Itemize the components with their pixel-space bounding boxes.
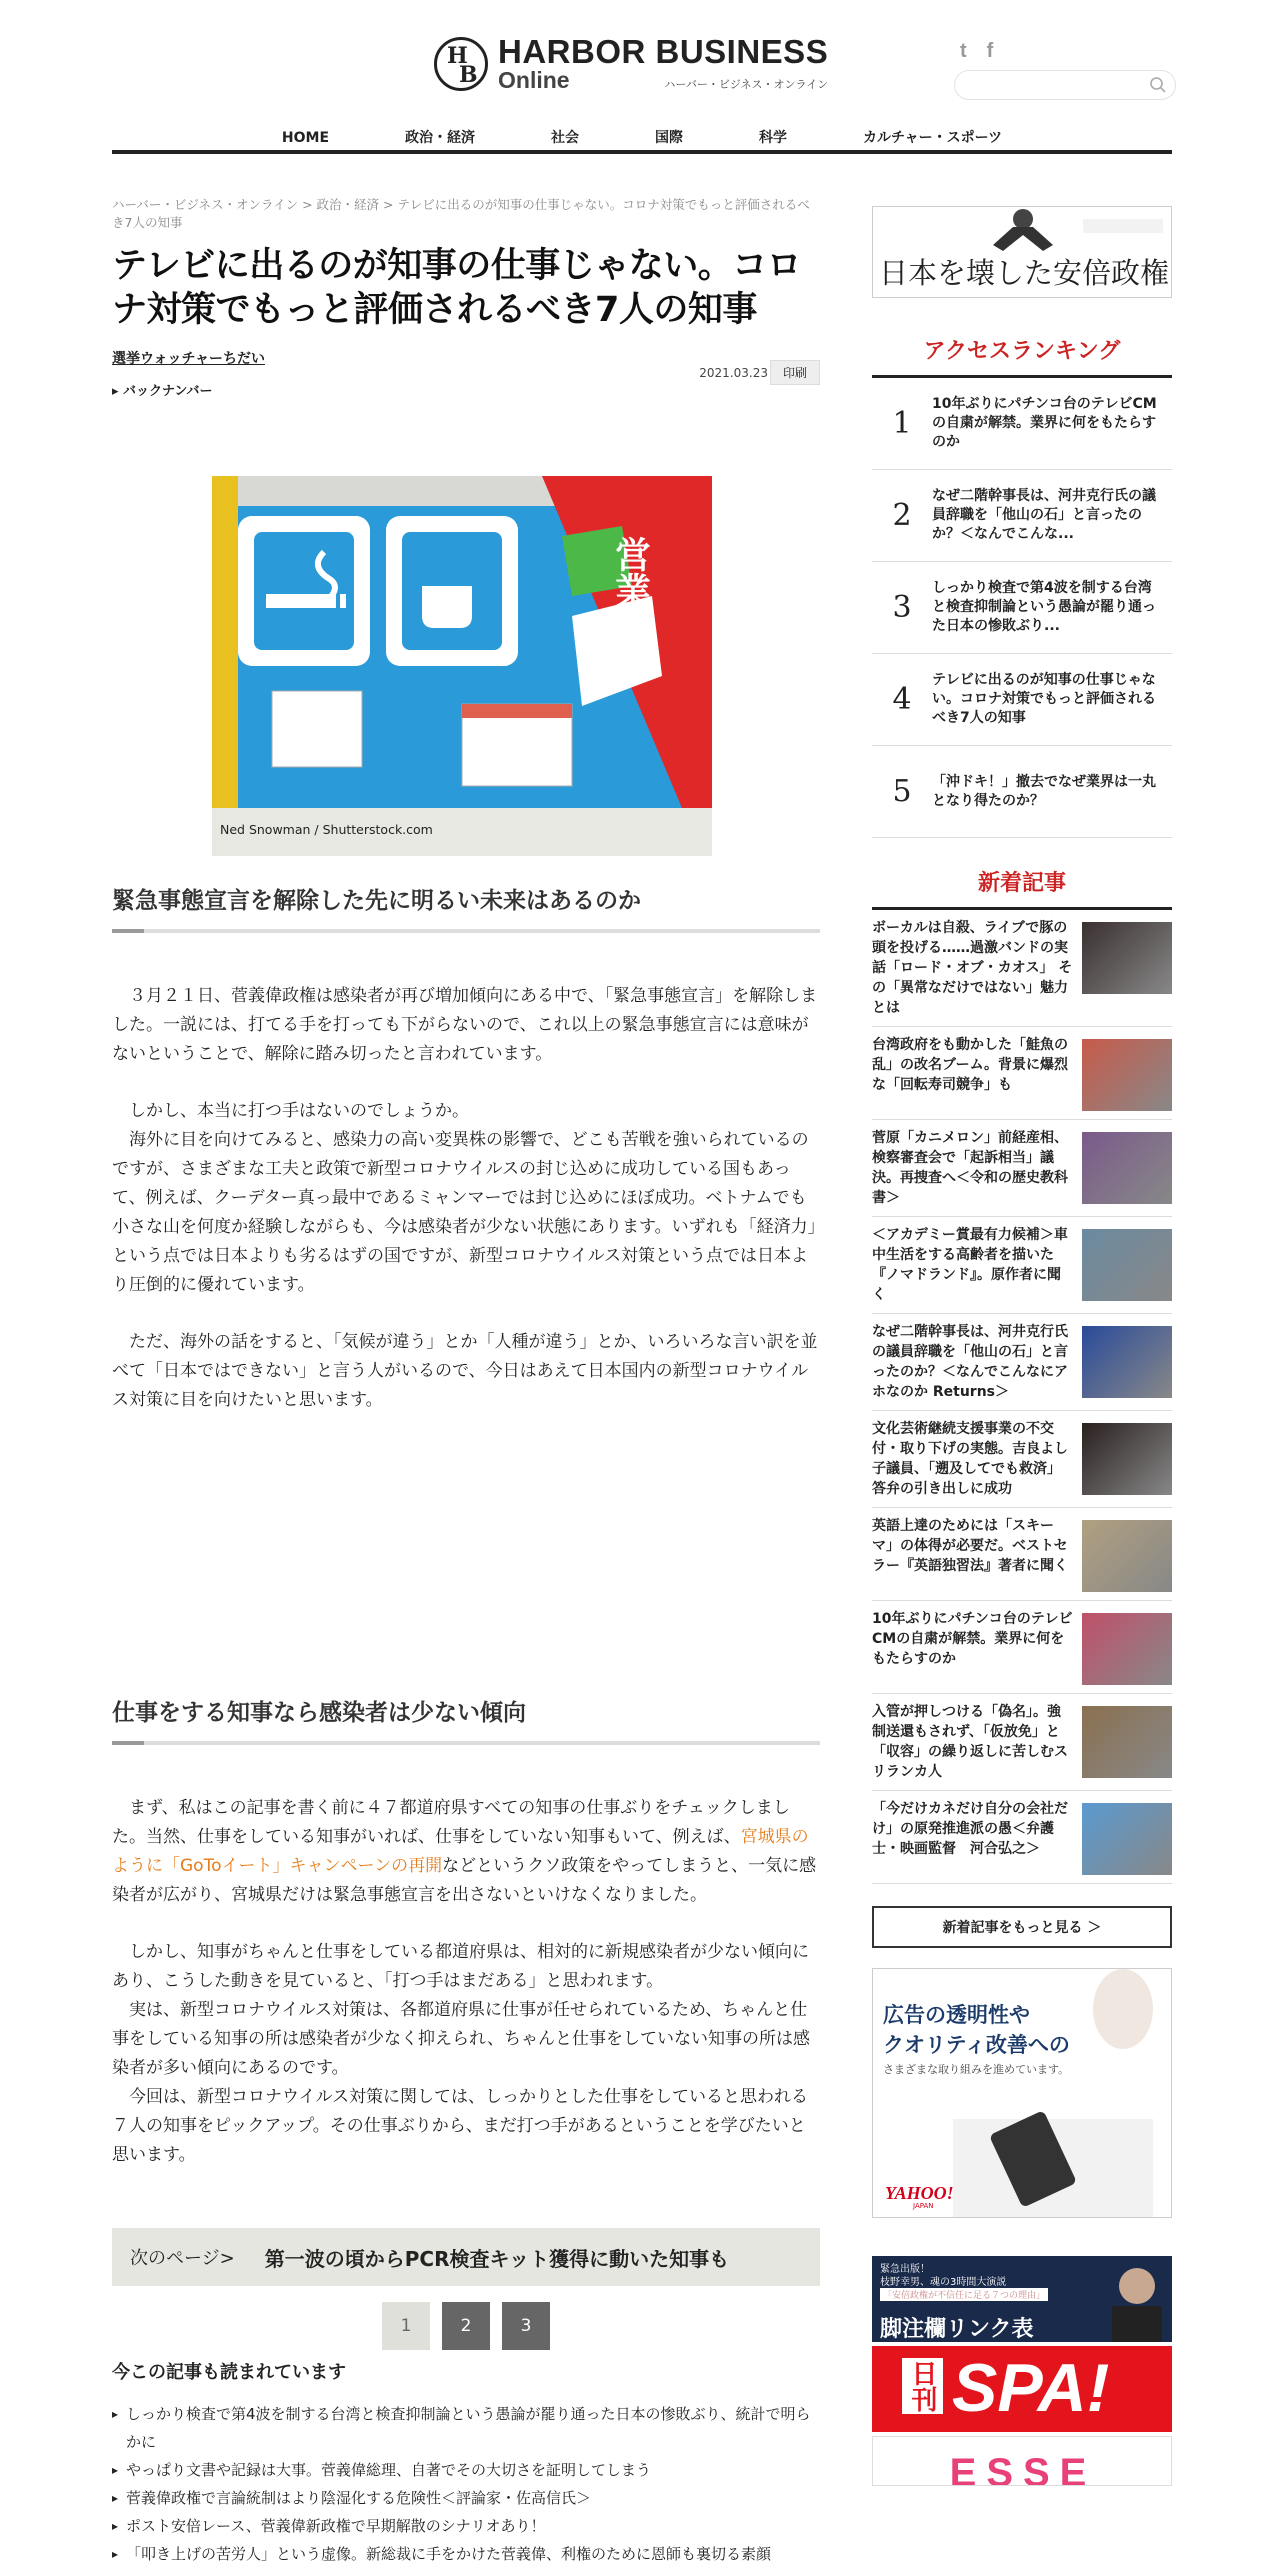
- breadcrumb[interactable]: ハーバー・ビジネス・オンライン > 政治・経済 > テレビに出るのが知事の仕事じゃない。コロナ対策でもっと評価されるべき7人の知事: [112, 197, 810, 230]
- paragraph-text: まず、私はこの記事を書く前に４７都道府県すべての知事の仕事ぶりをチェックしました。当然、仕事をしている知事がいれば、仕事をしていない知事もいて、例えば、: [112, 1798, 790, 1847]
- new-article-item[interactable]: [872, 910, 1172, 1027]
- sign-text: 営業中: [609, 536, 651, 644]
- search-icon[interactable]: [1149, 76, 1167, 94]
- new-article-title: 「今だけカネだけ自分の会社だけ」の原発推進派の愚＜弁護士・映画監督 河合弘之＞: [872, 1801, 1068, 1857]
- twitter-icon[interactable]: t: [960, 40, 967, 62]
- abe-banner-caption: 日本を壊した安倍政権: [879, 256, 1170, 290]
- site-logo[interactable]: [434, 32, 828, 96]
- spa-small: 日刊: [902, 2358, 943, 2414]
- new-article-item[interactable]: [872, 1791, 1172, 1884]
- related-item[interactable]: ▸ 菅義偉政権で言論統制はより陰湿化する危険性＜評論家・佐高信氏＞: [112, 2484, 820, 2512]
- ranking-item[interactable]: [872, 654, 1172, 746]
- logo-main: HARBOR BUSINESS: [498, 33, 829, 70]
- new-article-thumbnail: [1082, 1039, 1172, 1111]
- ranking-title: アクセスランキング: [872, 334, 1172, 378]
- banner1-small2: 枝野幸男、魂の3時間大演説: [880, 2277, 1007, 2288]
- page-2[interactable]: 2: [442, 2302, 490, 2350]
- social-links: [960, 40, 993, 63]
- paragraph: 今回は、新型コロナウイルス対策に関しては、しっかりとした仕事をしていると思われる７人の知事をピックアップ。その仕事ぶりから、まだ打つ手があるということを学びたいと思います。: [112, 2087, 808, 2165]
- new-article-thumbnail: [1082, 1423, 1172, 1495]
- related-articles: [112, 2358, 820, 2568]
- new-articles-title: 新着記事: [872, 866, 1172, 910]
- paragraph: [112, 1794, 820, 1910]
- search-input[interactable]: [954, 70, 1176, 100]
- spa-banner[interactable]: [872, 2346, 1172, 2432]
- more-articles-button[interactable]: 新着記事をもっと見る ＞: [872, 1906, 1172, 1948]
- logo-mark-b: B: [459, 62, 478, 88]
- new-article-title: 台湾政府をも動かした「鮭魚の乱」の改名ブーム。背景に爆烈な「回転寿司競争」も: [872, 1037, 1068, 1093]
- logo-jp: ハーバー・ビジネス・オンライン: [664, 78, 829, 91]
- footnote-link-banner[interactable]: [872, 2256, 1172, 2342]
- related-heading: 今この記事も読まれています: [112, 2362, 346, 2383]
- nav-politics[interactable]: 政治・経済: [405, 130, 476, 146]
- new-article-item[interactable]: [872, 1120, 1172, 1217]
- new-article-title: ＜アカデミー賞最有力候補＞車中生活をする高齢者を描いた『ノマドランド』。原作者に聞く: [872, 1227, 1068, 1303]
- section1-body: [112, 982, 820, 1415]
- gotoeat-link[interactable]: 宮城県のように「GoToイート」キャンペーンの再開: [112, 1827, 809, 1876]
- nav-home[interactable]: HOME: [281, 130, 330, 146]
- new-article-thumbnail: [1082, 1326, 1172, 1398]
- rank-title: 10年ぶりにパチンコ台のテレビCMの自粛が解禁。業界に何をもたらすのか: [932, 396, 1157, 450]
- rank-title: なぜ二階幹事長は、河井克行氏の議員辞職を「他山の石」と言ったのか？＜なんでこんな...: [932, 488, 1156, 542]
- ranking-item[interactable]: [872, 746, 1172, 838]
- new-article-thumbnail: [1082, 1803, 1172, 1875]
- new-article-thumbnail: [1082, 1229, 1172, 1301]
- new-article-item[interactable]: [872, 1601, 1172, 1694]
- nav-society[interactable]: 社会: [551, 130, 580, 146]
- yahoo-logo: YAHOO!: [885, 2183, 954, 2203]
- ranking-item[interactable]: [872, 378, 1172, 470]
- section2-body: [112, 1794, 820, 2170]
- ad-line3: さまざまな取り組みを進めています。: [883, 2063, 1070, 2076]
- related-item[interactable]: ▸ しっかり検査で第4波を制する台湾と検査抑制論という愚論が罷り通った日本の惨敗ぶり、統計で明らかに: [112, 2400, 820, 2456]
- page-3[interactable]: 3: [502, 2302, 550, 2350]
- rank-title: 「沖ドキ！」撤去でなぜ業界は一丸となり得たのか？: [932, 773, 1156, 809]
- page-1[interactable]: 1: [382, 2302, 430, 2350]
- sidebar: [872, 206, 1172, 2486]
- article: [112, 196, 820, 400]
- new-article-title: ボーカルは自殺、ライブで豚の頭を投げる……過激バンドの実話「ロード・オブ・カオス」 その「異常なだけではない」魅力とは: [872, 920, 1073, 1016]
- rank-number: 2: [892, 498, 912, 533]
- paragraph: ただ、海外の話をすると、「気候が違う」とか「人種が違う」とか、いろいろな言い訳を並べて「日本ではできない」と言う人がいるので、今日はあえて日本国内の新型コロナウイルス対策に目を向けたいと思います。: [112, 1332, 818, 1410]
- new-article-item[interactable]: [872, 1508, 1172, 1601]
- nav-international[interactable]: 国際: [655, 130, 684, 146]
- new-article-title: 菅原「カニメロン」前経産相、検察審査会で「起訴相当」議決。再捜査へ＜令和の歴史教科書＞: [872, 1130, 1068, 1206]
- article-meta: [112, 348, 820, 400]
- new-article-item[interactable]: [872, 1411, 1172, 1508]
- ranking-item[interactable]: [872, 470, 1172, 562]
- yahoo-ad[interactable]: [872, 1968, 1172, 2218]
- banner1-small: 緊急出版！: [880, 2264, 930, 2275]
- section2-heading: 仕事をする知事なら感染者は少ない傾向: [112, 1694, 820, 1745]
- main-nav: [112, 126, 1172, 154]
- new-article-thumbnail: [1082, 1132, 1172, 1204]
- facebook-icon[interactable]: f: [986, 40, 994, 62]
- new-article-title: 入管が押しつける「偽名」。強制送還もされず、「仮放免」と「収容」の繰り返しに苦しむスリランカ人: [872, 1704, 1068, 1780]
- paragraph-text: などというクソ政策をやってしまうと、一気に感染者が広がり、宮城県だけは緊急事態宣言を出さないといけなくなりました。: [112, 1856, 817, 1905]
- new-article-thumbnail: [1082, 1520, 1172, 1592]
- author-link[interactable]: 選挙ウォッチャーちだい: [112, 351, 266, 367]
- new-article-thumbnail: [1082, 922, 1172, 994]
- rank-title: しっかり検査で第4波を制する台湾と検査抑制論という愚論が罷り通った日本の惨敗ぶり...: [932, 580, 1156, 634]
- banner1-small3: 「安倍政権が不信任に足る７つの理由」: [880, 2288, 1048, 2301]
- photo-caption: Ned Snowman / Shutterstock.com: [220, 822, 433, 837]
- nav-science[interactable]: 科学: [759, 130, 788, 146]
- related-item[interactable]: ▸ 「叩き上げの苦労人」という虚像。新総裁に手をかけた菅義偉、利権のために恩師も裏切る素顔: [112, 2540, 820, 2568]
- logo-mark: [434, 37, 488, 91]
- politician-photo: [1102, 2256, 1172, 2342]
- backnumber-link[interactable]: ▸ バックナンバー: [112, 384, 213, 399]
- paragraph: 海外に目を向けてみると、感染力の高い変異株の影響で、どこも苦戦を強いられているのですが、さまざまな工夫と政策で新型コロナウイルスの封じ込めに成功している国もあって、例えば、クーデター真っ最中であるミャンマーでは封じ込めにほぼ成功。ベトナムでも小さな山を何度か経験しながらも、今は感染者が少ない状態にあります。いずれも「経済力」という点では日本よりも劣るはずの国ですが、新型コロナウイルス対策という点では日本より圧倒的に優れています。: [112, 1130, 817, 1295]
- paragraph: しかし、本当に打つ手はないのでしょうか。: [129, 1101, 469, 1121]
- print-button[interactable]: 印刷: [770, 360, 820, 385]
- rank-number: 5: [892, 774, 912, 809]
- new-article-title: 10年ぶりにパチンコ台のテレビCMの自粛が解禁。業界に何をもたらすのか: [872, 1611, 1073, 1667]
- esse-logo: ESSE: [949, 2451, 1097, 2486]
- next-page-label: 次のページ>: [130, 2248, 235, 2269]
- logo-mark-h: H: [447, 43, 468, 69]
- new-article-item[interactable]: [872, 1314, 1172, 1411]
- rank-number: 3: [892, 590, 912, 625]
- smoking-sign-image: [212, 476, 712, 808]
- ranking-list: [872, 378, 1172, 838]
- banner1-big: 脚注欄リンク表: [880, 2317, 1034, 2342]
- abe-banner-text: [879, 251, 1169, 292]
- article-title: テレビに出るのが知事の仕事じゃない。コロナ対策でもっと評価されるべき7人の知事: [112, 246, 802, 330]
- paragraph: しかし、知事がちゃんと仕事をしている都道府県は、相対的に新規感染者が少ない傾向にあり、こうした動きを見ていると、「打つ手はまだある」と思われます。: [112, 1942, 809, 1991]
- ranking-item[interactable]: [872, 562, 1172, 654]
- site-header: [112, 0, 1172, 158]
- section1-heading: 緊急事態宣言を解除した先に明るい未来はあるのか: [112, 882, 820, 933]
- related-item[interactable]: ▸ ポスト安倍レース、菅義偉新政権で早期解散のシナリオあり！: [112, 2512, 820, 2540]
- yahoo-logo-sub: JAPAN: [913, 2202, 934, 2210]
- ad-line2: クオリティ改善への: [883, 2033, 1070, 2057]
- new-article-item[interactable]: [872, 1217, 1172, 1314]
- article-date: 2021.03.23: [699, 366, 768, 380]
- abe-banner[interactable]: [872, 206, 1172, 298]
- next-page-title: 第一波の頃からPCR検査キット獲得に動いた知事も: [264, 2246, 730, 2271]
- related-item[interactable]: ▸ やっぱり文書や記録は大事。菅義偉総理、自著でその大切さを証明してしまう: [112, 2456, 820, 2484]
- new-article-thumbnail: [1082, 1706, 1172, 1778]
- logo-sub: Online: [498, 67, 570, 93]
- new-article-title: 文化芸術継続支援事業の不交付・取り下げの実態。吉良よし子議員、「遡及してでも救済」答弁の引き出しに成功: [872, 1421, 1068, 1497]
- new-article-title: なぜ二階幹事長は、河井克行氏の議員辞職を「他山の石」と言ったのか？＜なんでこんなにアホなのか Returns＞: [872, 1324, 1068, 1400]
- paragraph: 実は、新型コロナウイルス対策は、各都道府県に仕事が任せられているため、ちゃんと仕事をしている知事の所は感染者が少なく抑えられ、ちゃんと仕事をしていない知事の所は感染者が多い傾向にあるのです。: [112, 2000, 811, 2078]
- new-article-item[interactable]: [872, 1694, 1172, 1791]
- new-article-title: 英語上達のためには「スキーマ」の体得が必要だ。ベストセラー『英語独習法』著者に聞く: [872, 1518, 1068, 1574]
- esse-banner[interactable]: [872, 2436, 1172, 2486]
- next-page-link[interactable]: [112, 2228, 820, 2286]
- new-article-thumbnail: [1082, 1613, 1172, 1685]
- new-article-item[interactable]: [872, 1027, 1172, 1120]
- rank-number: 4: [892, 682, 912, 717]
- article-photo: [212, 476, 712, 856]
- spa-logo: SPA!: [952, 2350, 1110, 2426]
- ad-line1: 広告の透明性や: [883, 2003, 1030, 2027]
- rank-title: テレビに出るのが知事の仕事じゃない。コロナ対策でもっと評価されるべき7人の知事: [932, 672, 1156, 726]
- nav-culture[interactable]: カルチャー・スポーツ: [863, 130, 1003, 146]
- rank-number: 1: [892, 406, 912, 441]
- paragraph: ３月２１日、菅義偉政権は感染者が再び増加傾向にある中で、「緊急事態宣言」を解除しました。一説には、打てる手を打っても下がらないので、これ以上の緊急事態宣言には意味がないということで、解除に踏み切ったと言われています。: [112, 986, 818, 1064]
- new-articles-list: [872, 910, 1172, 1884]
- pagination: [382, 2302, 550, 2350]
